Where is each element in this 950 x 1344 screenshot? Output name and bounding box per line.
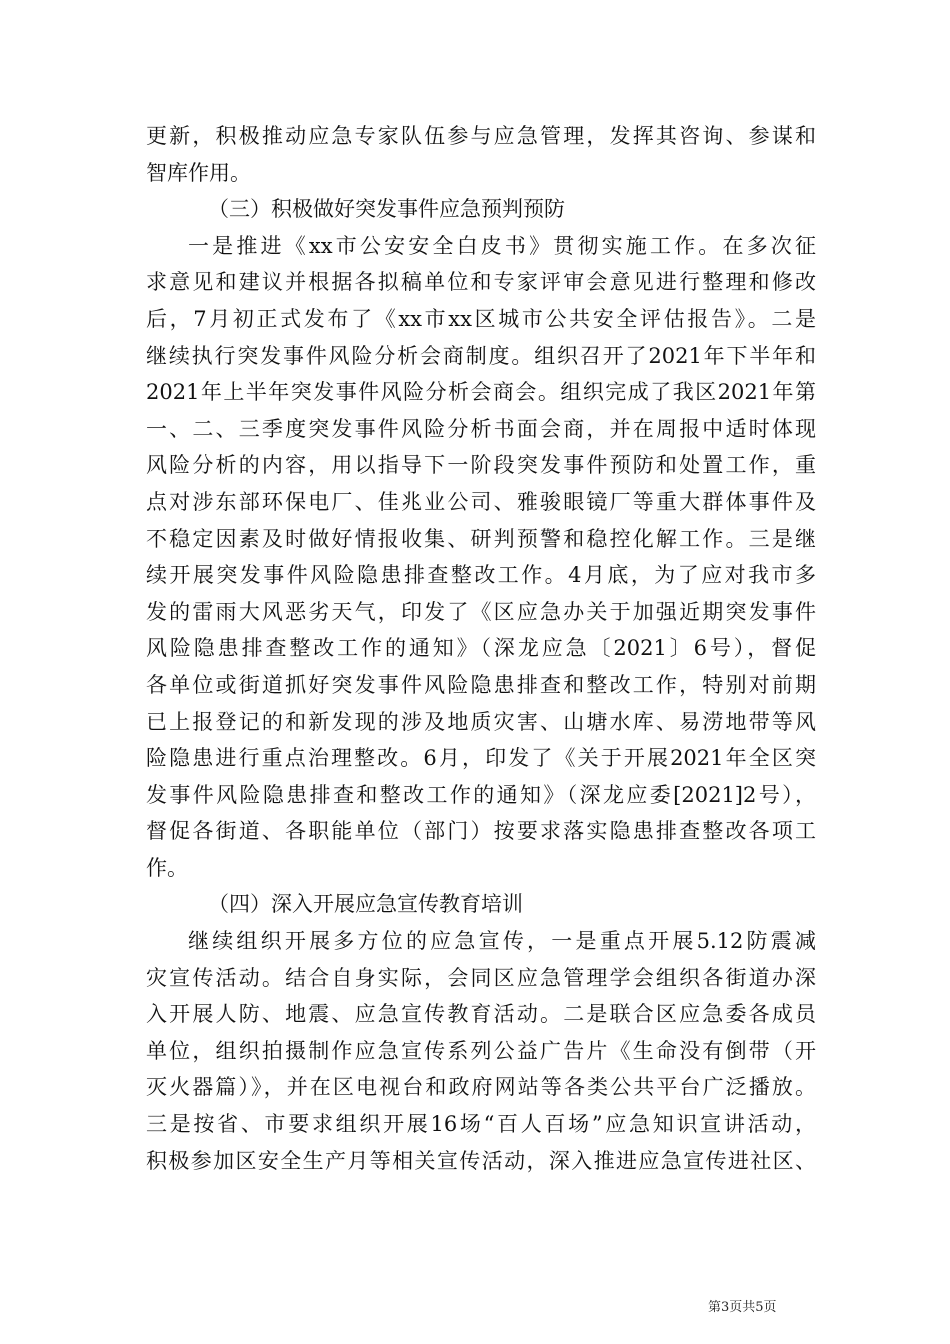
text-line: 点对涉东部环保电厂、佳兆业公司、雅骏眼镜厂等重大群体事件及 (146, 489, 816, 514)
text-line: 入开展人防、地震、应急宣传教育活动。二是联合区应急委各成员 (146, 1002, 816, 1027)
text-line: 灾宣传活动。结合自身实际，会同区应急管理学会组织各街道办深 (146, 965, 816, 990)
text-line: 继续执行突发事件风险分析会商制度。组织召开了2021年下半年和 (146, 343, 816, 368)
text-line: 发事件风险隐患排查和整改工作的通知》（深龙应委[2021]2号）， (146, 782, 816, 807)
text-line: 智库作用。 (146, 160, 251, 185)
text-line: 各单位或街道抓好突发事件风险隐患排查和整改工作，特别对前期 (146, 672, 816, 697)
text-line: 继续组织开展多方位的应急宣传，一是重点开展5.12防震减 (188, 929, 816, 954)
text-line: 一是推进《xx市公安安全白皮书》贯彻实施工作。在多次征 (188, 233, 816, 258)
text-line: 更新，积极推动应急专家队伍参与应急管理，发挥其咨询、参谋和 (146, 124, 816, 148)
text-line: 风险隐患排查整改工作的通知》（深龙应急〔2021〕6号），督促 (146, 636, 816, 661)
text-line: 一、二、三季度突发事件风险分析书面会商，并在周报中适时体现 (146, 416, 816, 441)
text-line: 险隐患进行重点治理整改。6月，印发了《关于开展2021年全区突 (146, 746, 816, 771)
section-heading: （三）积极做好突发事件应急预判预防 (208, 197, 565, 222)
text-line: 后，7月初正式发布了《xx市xx区城市公共安全评估报告》。二是 (146, 306, 816, 331)
text-line: 积极参加区安全生产月等相关宣传活动，深入推进应急宣传进社区、 (146, 1148, 816, 1173)
text-line: 单位，组织拍摄制作应急宣传系列公益广告片《生命没有倒带（开 (146, 1038, 816, 1063)
text-line: 发的雷雨大风恶劣天气，印发了《区应急办关于加强近期突发事件 (146, 599, 816, 624)
document-body (146, 118, 816, 1179)
text-line: 续开展突发事件风险隐患排查整改工作。4月底，为了应对我市多 (146, 563, 816, 588)
text-line: 三是按省、市要求组织开展16场“百人百场”应急知识宣讲活动， (146, 1112, 816, 1137)
page-number: 第3页共5页 (708, 1300, 777, 1315)
section-heading: （四）深入开展应急宣传教育培训 (208, 892, 523, 917)
text-line: 求意见和建议并根据各拟稿单位和专家评审会意见进行整理和修改 (146, 270, 816, 295)
text-line: 督促各街道、各职能单位（部门）按要求落实隐患排查整改各项工 (146, 819, 816, 844)
text-line: 风险分析的内容，用以指导下一阶段突发事件预防和处置工作，重 (146, 453, 816, 478)
text-line: 不稳定因素及时做好情报收集、研判预警和稳控化解工作。三是继 (146, 526, 816, 551)
text-line: 灭火器篇）》，并在区电视台和政府网站等各类公共平台广泛播放。 (146, 1075, 816, 1100)
text-line: 2021年上半年突发事件风险分析会商会。组织完成了我区2021年第 (146, 380, 816, 405)
text-line: 已上报登记的和新发现的涉及地质灾害、山塘水库、易涝地带等风 (146, 709, 816, 734)
text-line: 作。 (146, 855, 188, 880)
